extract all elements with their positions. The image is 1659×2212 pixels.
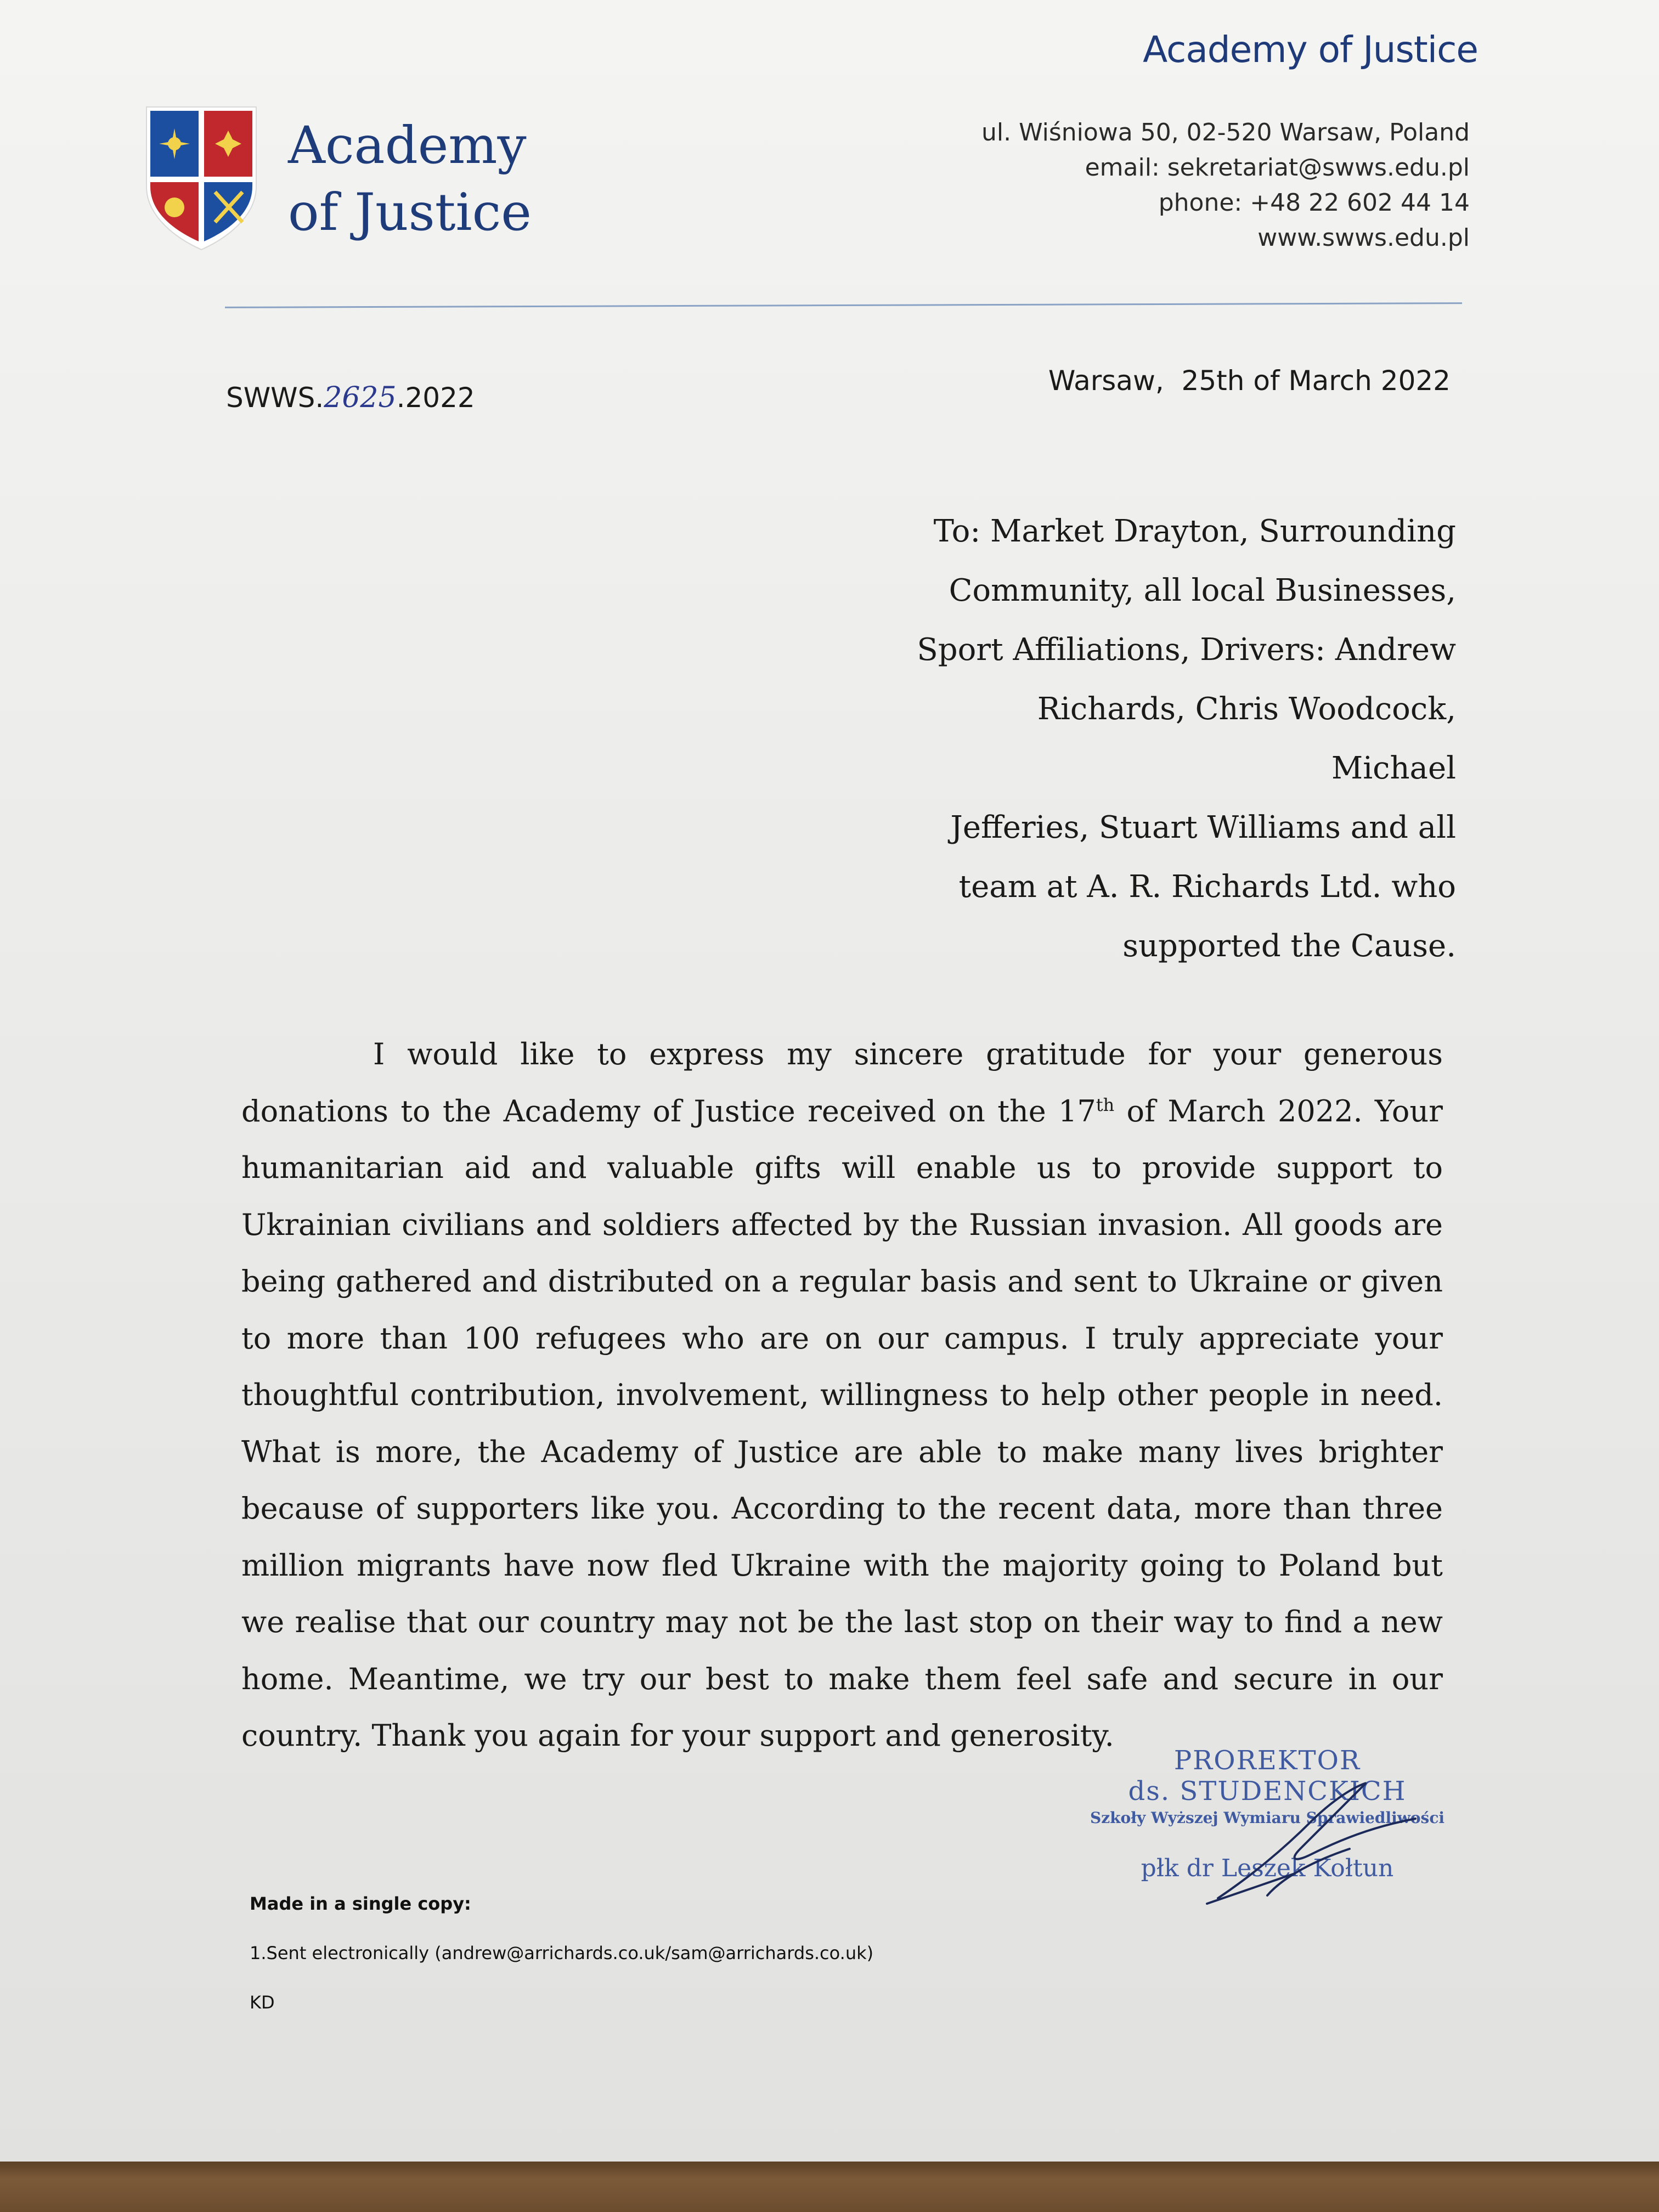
footer-sent-note: 1.Sent electronically (andrew@arrichards.co.uk/sam@arrichards.co.uk) bbox=[250, 1943, 874, 1963]
footer-initials: KD bbox=[250, 1992, 275, 2013]
body-part-2: of March 2022. Your humanitarian aid and valuable gifts will enable us to provide support to Ukrainian civilians and soldiers affected by the Russian invasion. All goods are being gathered and distributed on a regular basis and sent to Ukraine or given to more than 100 refugees who are on our campus. I truly appreciate your thoughtful contribution, involvement, willingness to help other people in need. What is more, the Academy of Justice are able to make many lives brighter because of supporters like you. According to the recent data, more than three million migrants have now fled Ukraine with the majority going to Poland but we realise that our country may not be the last stop on their way to find a new home. Meantime, we try our best to make them feel safe and secure in our country. Thank you again for your support and generosity. bbox=[241, 1093, 1443, 1753]
header-title: Academy of Justice bbox=[1143, 29, 1478, 71]
letter-date: Warsaw, 25th of March 2022 bbox=[1048, 365, 1451, 397]
logo-line-2: of Justice bbox=[288, 183, 532, 242]
letter-body bbox=[241, 1026, 1443, 1764]
reference-prefix: SWWS. bbox=[226, 382, 324, 414]
reference-number bbox=[226, 381, 475, 414]
reference-suffix: .2022 bbox=[396, 382, 475, 414]
stamp-line-2: ds. STUDENCKICH bbox=[1128, 1776, 1407, 1807]
logo-wordmark bbox=[288, 112, 532, 246]
handwritten-signature bbox=[1185, 1767, 1448, 1909]
recipient-line: Jefferies, Stuart Williams and all bbox=[950, 810, 1456, 845]
recipient-line: team at A. R. Richards Ltd. who bbox=[958, 869, 1456, 905]
phone-line: phone: +48 22 602 44 14 bbox=[1158, 189, 1470, 217]
reference-handwritten-number: 2625 bbox=[324, 381, 397, 414]
stamp-line-3: Szkoły Wyższej Wymiaru Sprawiedliwości bbox=[1090, 1809, 1445, 1827]
header-divider bbox=[225, 302, 1462, 308]
recipient-block bbox=[907, 502, 1456, 976]
email-line: email: sekretariat@swws.edu.pl bbox=[1085, 154, 1470, 182]
body-superscript: th bbox=[1096, 1094, 1115, 1115]
address-line: ul. Wiśniowa 50, 02-520 Warsaw, Poland bbox=[981, 119, 1470, 146]
stamp-line-1: PROREKTOR bbox=[1173, 1745, 1361, 1776]
website-line: www.swws.edu.pl bbox=[1257, 224, 1470, 252]
recipient-line: Community, all local Businesses, bbox=[949, 573, 1456, 608]
footer-copy-note: Made in a single copy: bbox=[250, 1893, 471, 1914]
wooden-table-edge bbox=[0, 2162, 1659, 2212]
logo-line-1: Academy bbox=[288, 116, 527, 176]
recipient-line: supported the Cause. bbox=[1122, 928, 1456, 964]
contact-block bbox=[981, 115, 1470, 256]
recipient-line: Sport Affiliations, Drivers: Andrew bbox=[917, 632, 1456, 668]
body-part-1: I would like to express my sincere gratitude for your generous donations to the Academy of Justice received on the 17 bbox=[241, 1037, 1443, 1128]
stamp-line-4: płk dr Leszek Kołtun bbox=[1141, 1854, 1394, 1882]
footer-notes bbox=[250, 1887, 873, 2035]
academy-shield-logo bbox=[144, 104, 259, 252]
recipient-line: Richards, Chris Woodcock, Michael bbox=[1037, 691, 1456, 786]
recipient-line: To: Market Drayton, Surrounding bbox=[933, 514, 1456, 549]
